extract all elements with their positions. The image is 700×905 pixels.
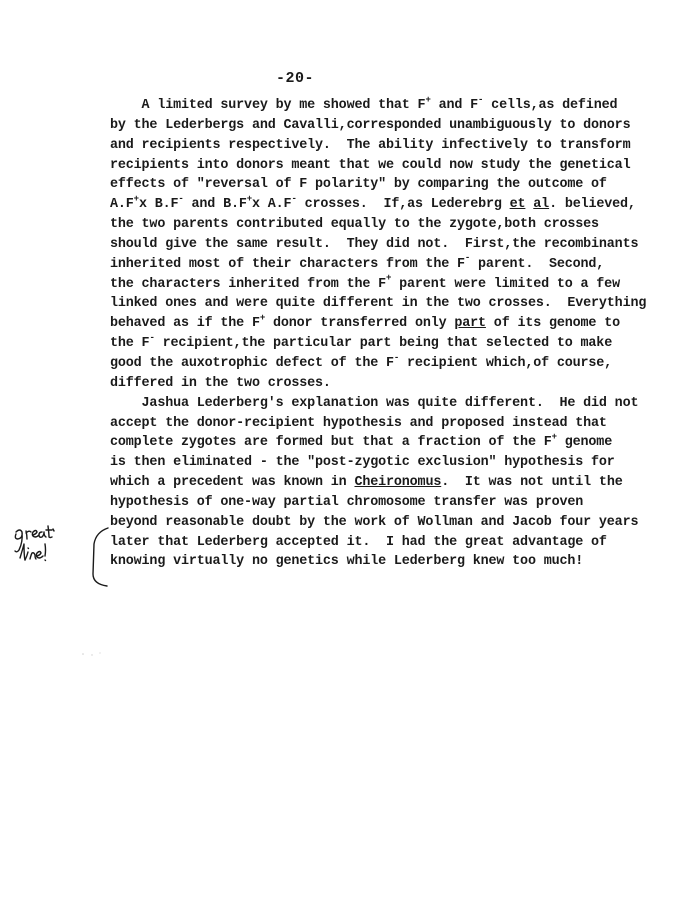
text-run: x B.F	[138, 197, 179, 213]
text-run: linked ones and were quite different in the two crosses. Everything	[110, 296, 647, 312]
text-line	[110, 235, 690, 255]
underlined-text: al	[533, 197, 550, 213]
text-line	[110, 334, 690, 354]
text-run: x A.F	[252, 197, 292, 213]
text-run: which a precedent was known in	[110, 475, 355, 491]
text-run: effects of "reversal of F polarity" by comparing the outcome of	[110, 177, 607, 193]
text-run: the F	[110, 336, 150, 352]
superscript: +	[259, 312, 266, 323]
superscript: +	[133, 193, 139, 204]
text-line	[110, 215, 690, 235]
underlined-text: et	[509, 197, 526, 213]
superscript: +	[246, 193, 252, 204]
text-line	[110, 354, 690, 374]
page-number: -20-	[276, 70, 315, 87]
text-line	[110, 374, 690, 394]
text-line	[110, 116, 690, 136]
superscript: +	[425, 94, 431, 105]
text-run: recipient,the particular part being that selected to make	[154, 336, 613, 352]
body-text	[110, 96, 690, 572]
text-line	[110, 255, 690, 275]
text-run: A limited survey by me showed that F	[110, 98, 426, 113]
superscript: -	[291, 193, 297, 204]
text-line	[110, 394, 690, 414]
text-line	[110, 414, 690, 434]
text-run: . believed,	[549, 197, 636, 213]
text-run: donor transferred only	[265, 316, 455, 332]
underlined-text: Cheironomus	[354, 475, 442, 491]
superscript: -	[178, 193, 184, 204]
text-line	[110, 136, 690, 156]
superscript: -	[464, 253, 471, 264]
text-run: parent were limited to a few	[391, 276, 620, 292]
text-line	[110, 552, 690, 572]
text-run: the two parents contributed equally to the zygote,both crosses	[110, 217, 599, 233]
text-line	[110, 513, 690, 533]
text-run: differed in the two crosses.	[110, 375, 331, 391]
text-run: complete zygotes are formed but that a fraction of the F	[110, 435, 552, 451]
paragraph-lederberg-explanation	[110, 394, 690, 573]
text-run: of its genome to	[485, 316, 620, 332]
text-line	[110, 294, 690, 314]
text-run: parent. Second,	[470, 256, 605, 272]
text-line	[110, 314, 690, 334]
text-run: cells,as defined	[483, 98, 618, 113]
text-line	[110, 533, 690, 553]
text-run: behaved as if the F	[110, 316, 260, 332]
text-run: the characters inherited from the F	[110, 276, 386, 292]
text-run: hypothesis of one-way partial chromosome transfer was proven	[110, 494, 584, 510]
text-run: good the auxotrophic defect of the F	[110, 355, 394, 371]
text-run: and F	[430, 98, 479, 113]
text-run: inherited most of their characters from the F	[110, 256, 465, 272]
paragraph-survey	[110, 96, 690, 394]
text-run: is then eliminated - the "post-zygotic exclusion" hypothesis for	[110, 455, 615, 471]
text-run: A.F	[110, 197, 134, 213]
text-run: accept the donor-recipient hypothesis and proposed instead that	[110, 415, 607, 431]
faint-specks	[80, 650, 110, 660]
text-line	[110, 433, 690, 453]
text-line	[110, 473, 690, 493]
text-run: and recipients respectively. The ability infectively to transform	[110, 137, 631, 153]
text-run: genome	[556, 435, 613, 451]
text-line	[110, 175, 690, 195]
text-line	[110, 453, 690, 473]
text-run: . It was not until the	[441, 475, 623, 491]
underlined-text: part	[454, 316, 486, 332]
superscript: -	[478, 94, 484, 105]
text-run: recipients into donors meant that we could now study the genetical	[110, 157, 631, 173]
text-run: should give the same result. They did not. First,the recombinants	[110, 236, 639, 252]
text-run: crosses. If,as Lederebrg	[296, 197, 510, 213]
text-line	[110, 275, 690, 295]
text-line	[110, 96, 690, 116]
superscript: -	[149, 332, 155, 343]
text-run: knowing virtually no genetics while Lederberg knew too much!	[110, 554, 584, 570]
text-run: by the Lederbergs and Cavalli,corresponded unambiguously to donors	[110, 117, 631, 133]
text-run: Jashua Lederberg's explanation was quite different. He did not	[110, 395, 639, 411]
text-run: recipient which,of course,	[399, 355, 613, 371]
text-run: and B.F	[183, 197, 247, 213]
text-line	[110, 493, 690, 513]
text-run: later that Lederberg accepted it. I had the great advantage of	[110, 534, 607, 550]
text-run: beyond reasonable doubt by the work of Wollman and Jacob four years	[110, 514, 639, 530]
text-line	[110, 156, 690, 176]
text-line	[110, 195, 690, 215]
superscript: -	[393, 352, 400, 363]
superscript: +	[386, 273, 392, 284]
handwritten-margin-note	[4, 522, 114, 592]
superscript: +	[551, 431, 557, 442]
